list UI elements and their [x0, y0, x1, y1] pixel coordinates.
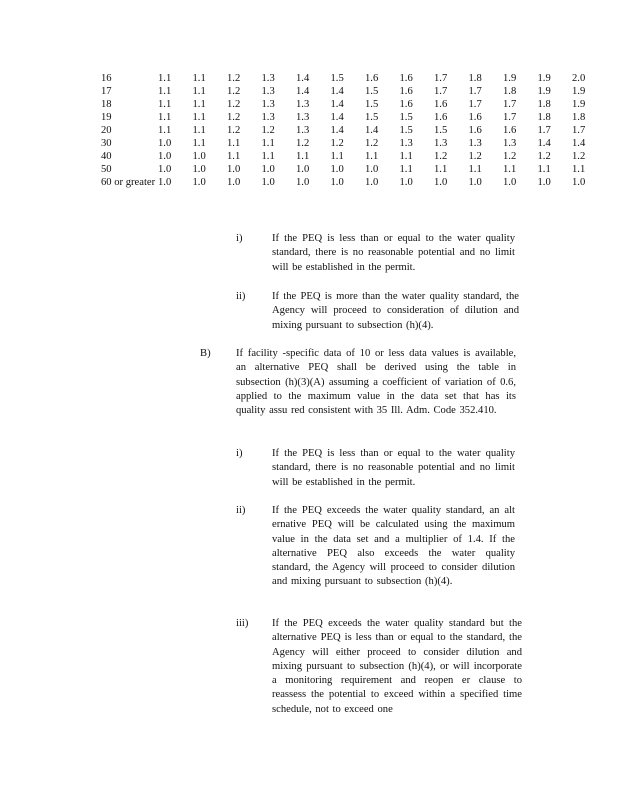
multiplier-cell: 1.0 [572, 177, 586, 188]
table-row [101, 72, 607, 85]
multiplier-cell: 1.4 [296, 73, 310, 84]
multiplier-cell: 1.3 [503, 138, 517, 149]
multiplier-cell: 1.1 [434, 164, 448, 175]
multiplier-cell: 1.0 [296, 164, 310, 175]
multiplier-cell: 1.2 [503, 151, 517, 162]
multiplier-cell: 1.2 [572, 151, 586, 162]
multiplier-cell: 1.3 [261, 112, 275, 123]
multiplier-cell: 1.0 [192, 151, 206, 162]
multiplier-cell: 1.0 [158, 138, 172, 149]
multiplier-cell: 1.4 [572, 138, 586, 149]
item-a-ii-text: If the PEQ is more than the water quality standard, the Agency will proceed to consideration of dilution and mixing pursuant to subsection (h)(4). [272, 291, 519, 331]
sample-count-cell: 19 [101, 112, 112, 123]
multiplier-cell: 1.2 [261, 125, 275, 136]
multiplier-cell: 1.2 [365, 138, 379, 149]
multiplier-cell: 1.0 [227, 177, 241, 188]
multiplier-cell: 1.2 [296, 138, 310, 149]
multiplier-cell: 1.4 [365, 125, 379, 136]
multiplier-cell: 1.0 [365, 177, 379, 188]
multiplier-cell: 1.1 [296, 151, 310, 162]
multiplier-cell: 1.0 [330, 177, 344, 188]
multiplier-cell: 1.1 [192, 138, 206, 149]
multiplier-table-body [101, 72, 607, 189]
multiplier-cell: 1.0 [434, 177, 448, 188]
multiplier-cell: 1.5 [434, 125, 448, 136]
item-a-i-text: If the PEQ is less than or equal to the water quality standard, there is no reasonable potential and no limit will be established in the permit. [272, 233, 515, 273]
sample-count-cell: 17 [101, 86, 112, 97]
multiplier-cell: 1.1 [503, 164, 517, 175]
multiplier-cell: 1.6 [503, 125, 517, 136]
multiplier-cell: 1.3 [296, 99, 310, 110]
multiplier-cell: 1.6 [468, 112, 482, 123]
multiplier-cell: 1.8 [537, 112, 551, 123]
multiplier-cell: 1.8 [537, 99, 551, 110]
multiplier-cell: 1.0 [296, 177, 310, 188]
multiplier-cell: 1.0 [158, 177, 172, 188]
multiplier-cell: 1.2 [434, 151, 448, 162]
multiplier-cell: 1.5 [399, 112, 413, 123]
multiplier-cell: 1.1 [399, 164, 413, 175]
multiplier-cell: 1.1 [227, 151, 241, 162]
multiplier-cell: 1.8 [572, 112, 586, 123]
item-b-i-text: If the PEQ is less than or equal to the water quality standard, there is no reasonable potential and no limit will be established in the permit. [272, 448, 515, 488]
sample-count-cell: 20 [101, 125, 112, 136]
multiplier-cell: 1.9 [537, 86, 551, 97]
multiplier-cell: 1.6 [399, 86, 413, 97]
multiplier-cell: 1.6 [468, 125, 482, 136]
multiplier-cell: 1.2 [227, 125, 241, 136]
multiplier-cell: 1.6 [434, 99, 448, 110]
multiplier-cell: 1.1 [158, 112, 172, 123]
multiplier-cell: 1.3 [261, 86, 275, 97]
multiplier-cell: 1.0 [227, 164, 241, 175]
multiplier-cell: 1.5 [365, 112, 379, 123]
table-row [101, 137, 607, 150]
sample-count-cell: 18 [101, 99, 112, 110]
multiplier-cell: 1.1 [158, 99, 172, 110]
multiplier-cell: 1.1 [192, 112, 206, 123]
multiplier-cell: 1.0 [468, 177, 482, 188]
multiplier-cell: 1.5 [330, 73, 344, 84]
multiplier-cell: 1.5 [365, 99, 379, 110]
multiplier-cell: 1.1 [365, 151, 379, 162]
multiplier-cell: 1.1 [158, 73, 172, 84]
multiplier-cell: 1.1 [227, 138, 241, 149]
multiplier-cell: 1.3 [399, 138, 413, 149]
item-b-ii-marker: ii) [236, 505, 246, 516]
multiplier-cell: 1.1 [192, 125, 206, 136]
multiplier-cell: 1.9 [537, 73, 551, 84]
multiplier-cell: 1.2 [227, 112, 241, 123]
multiplier-cell: 1.1 [330, 151, 344, 162]
table-row [101, 176, 607, 189]
multiplier-cell: 1.8 [468, 73, 482, 84]
multiplier-cell: 1.4 [330, 125, 344, 136]
item-b-text: If facility -specific data of 10 or less data values is available, an alternative PEQ shall be derived using the table in subsection (h)(3)(A) assuming a coefficient of variation of 0.6, applied to the maximum value in the data set that has its quality assu red consistent with 35 Ill. Adm. Code 352.410. [236, 348, 516, 417]
table-row [101, 124, 607, 137]
table-row [101, 111, 607, 124]
item-b-iii-marker: iii) [236, 618, 249, 629]
item-b-marker: B) [200, 348, 211, 359]
multiplier-cell: 1.1 [399, 151, 413, 162]
sample-count-cell: 50 [101, 164, 112, 175]
multiplier-cell: 1.3 [261, 73, 275, 84]
multiplier-cell: 1.7 [503, 99, 517, 110]
multiplier-cell: 1.0 [158, 164, 172, 175]
multiplier-cell: 1.3 [296, 125, 310, 136]
multiplier-cell: 1.3 [468, 138, 482, 149]
multiplier-cell: 1.0 [261, 177, 275, 188]
multiplier-cell: 1.9 [572, 86, 586, 97]
multiplier-cell: 1.0 [192, 177, 206, 188]
multiplier-cell: 1.1 [158, 86, 172, 97]
multiplier-cell: 1.2 [468, 151, 482, 162]
multiplier-table [101, 72, 607, 189]
table-row [101, 163, 607, 176]
multiplier-cell: 1.7 [503, 112, 517, 123]
multiplier-cell: 1.6 [434, 112, 448, 123]
table-row [101, 85, 607, 98]
multiplier-cell: 1.2 [227, 99, 241, 110]
multiplier-cell: 1.5 [399, 125, 413, 136]
multiplier-cell: 1.0 [192, 164, 206, 175]
item-b-i-marker: i) [236, 448, 243, 459]
multiplier-cell: 1.2 [227, 73, 241, 84]
multiplier-cell: 1.1 [468, 164, 482, 175]
multiplier-cell: 1.4 [296, 86, 310, 97]
multiplier-cell: 1.7 [572, 125, 586, 136]
multiplier-cell: 1.7 [537, 125, 551, 136]
multiplier-cell: 1.6 [399, 73, 413, 84]
multiplier-cell: 1.3 [434, 138, 448, 149]
multiplier-cell: 1.2 [227, 86, 241, 97]
multiplier-cell: 1.1 [261, 138, 275, 149]
multiplier-cell: 1.7 [434, 73, 448, 84]
item-b-ii-text: If the PEQ exceeds the water quality standard, an alt ernative PEQ will be calculated using the maximum value in the data set and a multiplier of 1.4. If the alternative PEQ also exceeds the water quality standard, the Agency will proceed to consider dilution and mixing pursuant to subsection (h)(4). [272, 505, 515, 588]
multiplier-cell: 2.0 [572, 73, 586, 84]
item-a-i-marker: i) [236, 233, 243, 244]
multiplier-cell: 1.1 [192, 86, 206, 97]
item-b-iii-text: If the PEQ exceeds the water quality standard but the alternative PEQ is less than or equal to the standard, the Agency will either proceed to consider dilution and mixing pursuant to subsection (h)(4), or will incorporate a monitoring requirement and reopen er clause to reassess the potential to exceed within a specified time schedule, not to exceed one [272, 618, 522, 715]
multiplier-cell: 1.1 [192, 73, 206, 84]
sample-count-cell: 16 [101, 73, 112, 84]
multiplier-cell: 1.1 [537, 164, 551, 175]
multiplier-cell: 1.5 [365, 86, 379, 97]
multiplier-cell: 1.0 [261, 164, 275, 175]
multiplier-cell: 1.4 [330, 112, 344, 123]
multiplier-cell: 1.6 [399, 99, 413, 110]
sample-count-cell: 60 or greater [101, 177, 156, 188]
multiplier-cell: 1.4 [330, 86, 344, 97]
item-a-ii-marker: ii) [236, 291, 246, 302]
sample-count-cell: 40 [101, 151, 112, 162]
multiplier-cell: 1.4 [537, 138, 551, 149]
multiplier-cell: 1.0 [399, 177, 413, 188]
multiplier-cell: 1.3 [261, 99, 275, 110]
multiplier-cell: 1.1 [192, 99, 206, 110]
multiplier-cell: 1.9 [572, 99, 586, 110]
multiplier-cell: 1.0 [330, 164, 344, 175]
multiplier-cell: 1.6 [365, 73, 379, 84]
multiplier-cell: 1.2 [537, 151, 551, 162]
multiplier-cell: 1.7 [468, 99, 482, 110]
table-row [101, 150, 607, 163]
table-row [101, 98, 607, 111]
multiplier-cell: 1.0 [158, 151, 172, 162]
multiplier-cell: 1.2 [330, 138, 344, 149]
multiplier-cell: 1.7 [434, 86, 448, 97]
multiplier-cell: 1.7 [468, 86, 482, 97]
multiplier-cell: 1.0 [503, 177, 517, 188]
multiplier-cell: 1.3 [296, 112, 310, 123]
multiplier-cell: 1.9 [503, 73, 517, 84]
multiplier-cell: 1.8 [503, 86, 517, 97]
multiplier-cell: 1.4 [330, 99, 344, 110]
sample-count-cell: 30 [101, 138, 112, 149]
multiplier-cell: 1.1 [158, 125, 172, 136]
multiplier-cell: 1.0 [537, 177, 551, 188]
multiplier-cell: 1.1 [572, 164, 586, 175]
multiplier-cell: 1.0 [365, 164, 379, 175]
multiplier-cell: 1.1 [261, 151, 275, 162]
